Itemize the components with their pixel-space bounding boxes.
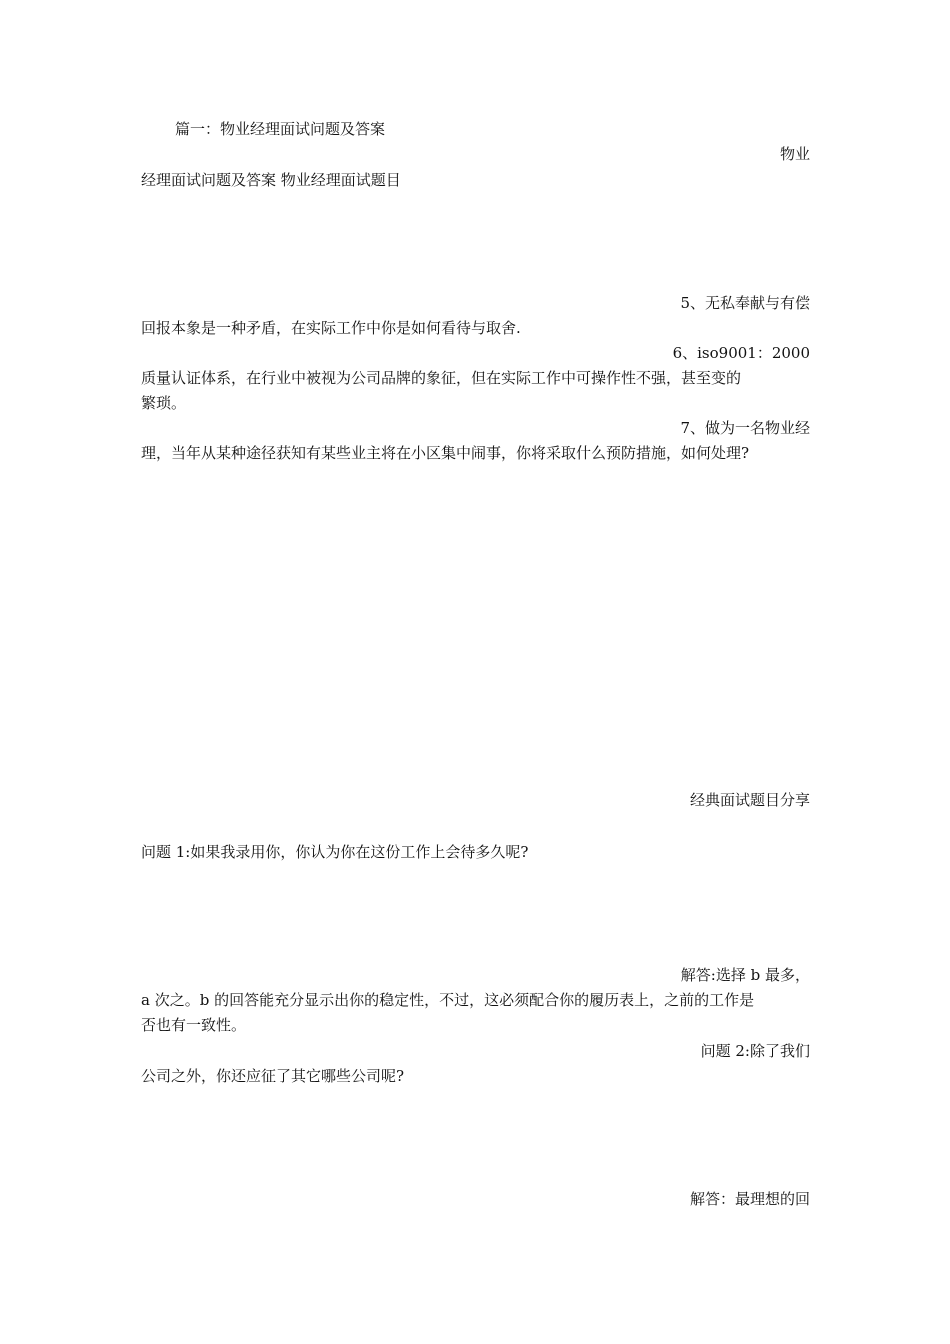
question-6-line-3: 繁琐。 — [141, 394, 187, 412]
question-5-line-2: 回报本象是一种矛盾，在实际工作中你是如何看待与取舍. — [141, 319, 521, 337]
problem-1-answer-line-3: 否也有一致性。 — [141, 1016, 247, 1034]
question-5-line-1: 5、无私奉献与有偿 — [680, 294, 810, 312]
problem-2-question-line-1: 问题 2:除了我们 — [700, 1042, 810, 1060]
doc-heading: 篇一：物业经理面试问题及答案 — [175, 120, 386, 138]
question-6-line-2: 质量认证体系，在行业中被视为公司品牌的象征，但在实际工作中可操作性不强，甚至变的 — [141, 369, 742, 387]
problem-1-answer-line-1: 解答:选择 b 最多， — [680, 966, 810, 984]
question-7-line-2: 理，当年从某种途径获知有某些业主将在小区集中闹事，你将采取什么预防措施，如何处理? — [141, 444, 750, 462]
intro-line-2: 经理面试问题及答案 物业经理面试题目 — [141, 171, 401, 189]
share-title: 经典面试题目分享 — [689, 791, 810, 809]
problem-2-answer-line-1: 解答：最理想的回 — [689, 1190, 810, 1208]
problem-2-question-line-2: 公司之外，你还应征了其它哪些公司呢? — [141, 1067, 405, 1085]
problem-1-answer-line-2: a 次之。b 的回答能充分显示出你的稳定性，不过，这必须配合你的履历表上，之前的工作是 — [141, 991, 755, 1009]
intro-line-1: 物业 — [779, 145, 810, 163]
question-6-line-1: 6、iso9001：2000 — [672, 344, 810, 362]
problem-1-question: 问题 1:如果我录用你，你认为你在这份工作上会待多久呢? — [141, 843, 529, 861]
question-7-line-1: 7、做为一名物业经 — [680, 419, 810, 437]
